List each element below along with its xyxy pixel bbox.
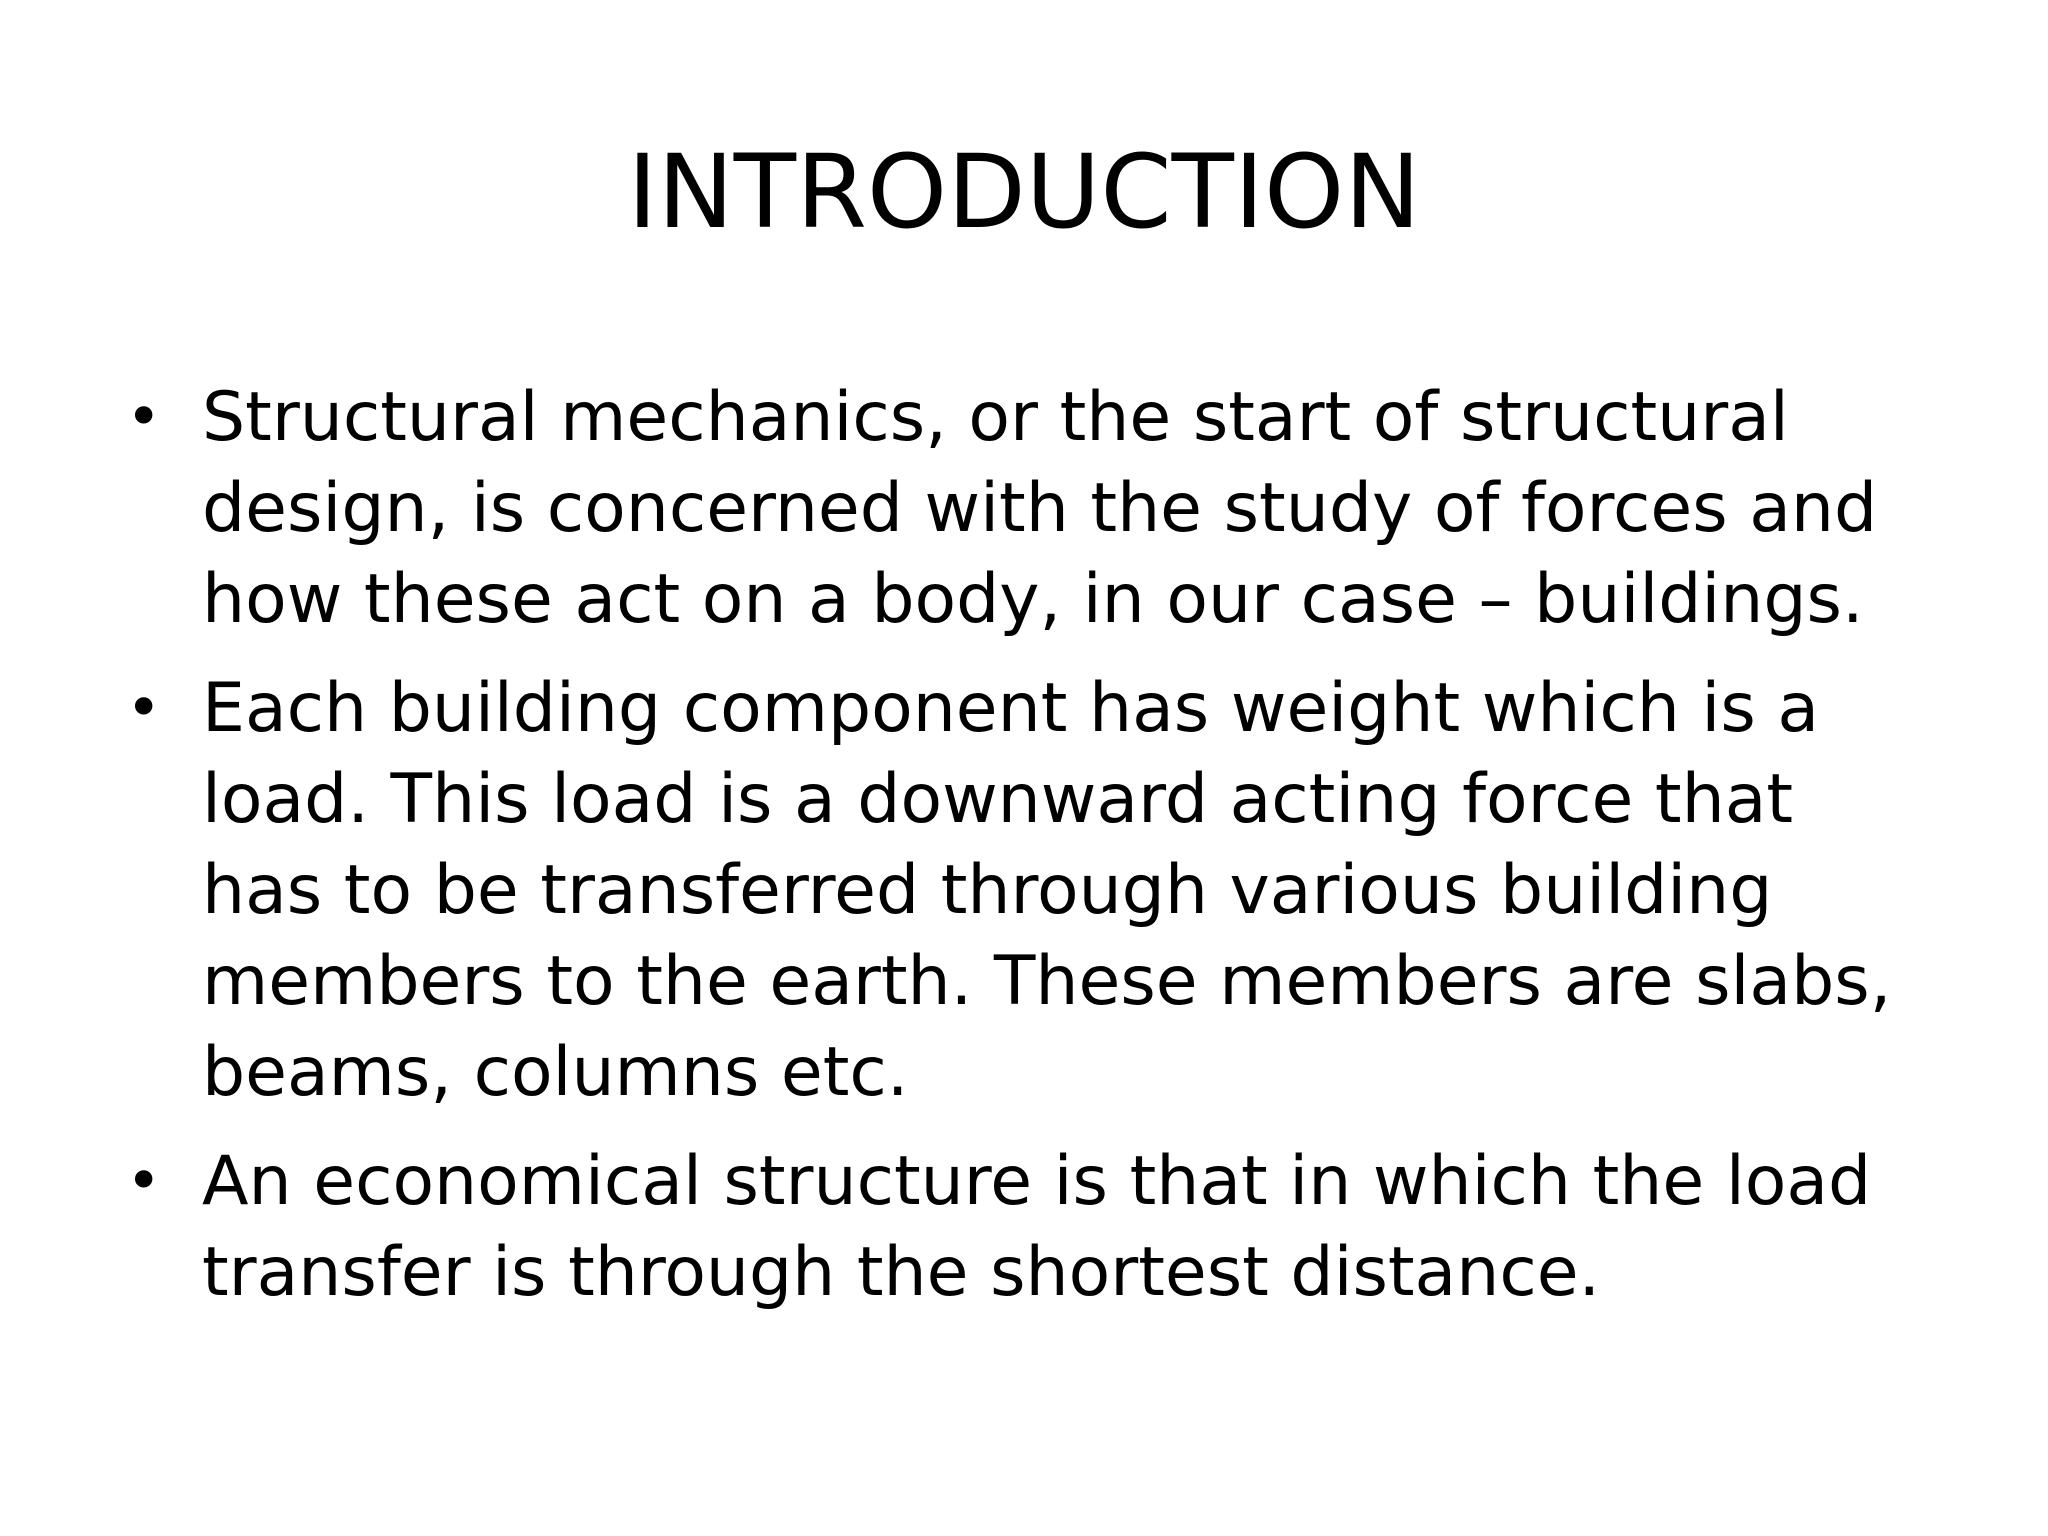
- bullet-list: [126, 372, 1922, 1336]
- bullet-item-2: [126, 663, 1922, 1118]
- bullet-dot-icon: •: [126, 673, 162, 743]
- bullet-text-3: An economical structure is that in which the load transfer is through the shortest distance.: [202, 1142, 1872, 1312]
- bullet-dot-icon: •: [126, 382, 162, 452]
- bullet-item-1: [126, 372, 1922, 645]
- bullet-item-3: [126, 1136, 1922, 1318]
- bullet-text-2: Each building component has weight which is a load. This load is a downward acting force that has to be transferred through various building members to the earth. These members are slabs, beams, columns etc.: [202, 669, 1892, 1112]
- bullet-text-1: Structural mechanics, or the start of structural design, is concerned with the study of forces and how these act on a body, in our case – buildings.: [202, 378, 1878, 639]
- bullet-dot-icon: •: [126, 1146, 162, 1216]
- slide-title: INTRODUCTION: [627, 133, 1421, 252]
